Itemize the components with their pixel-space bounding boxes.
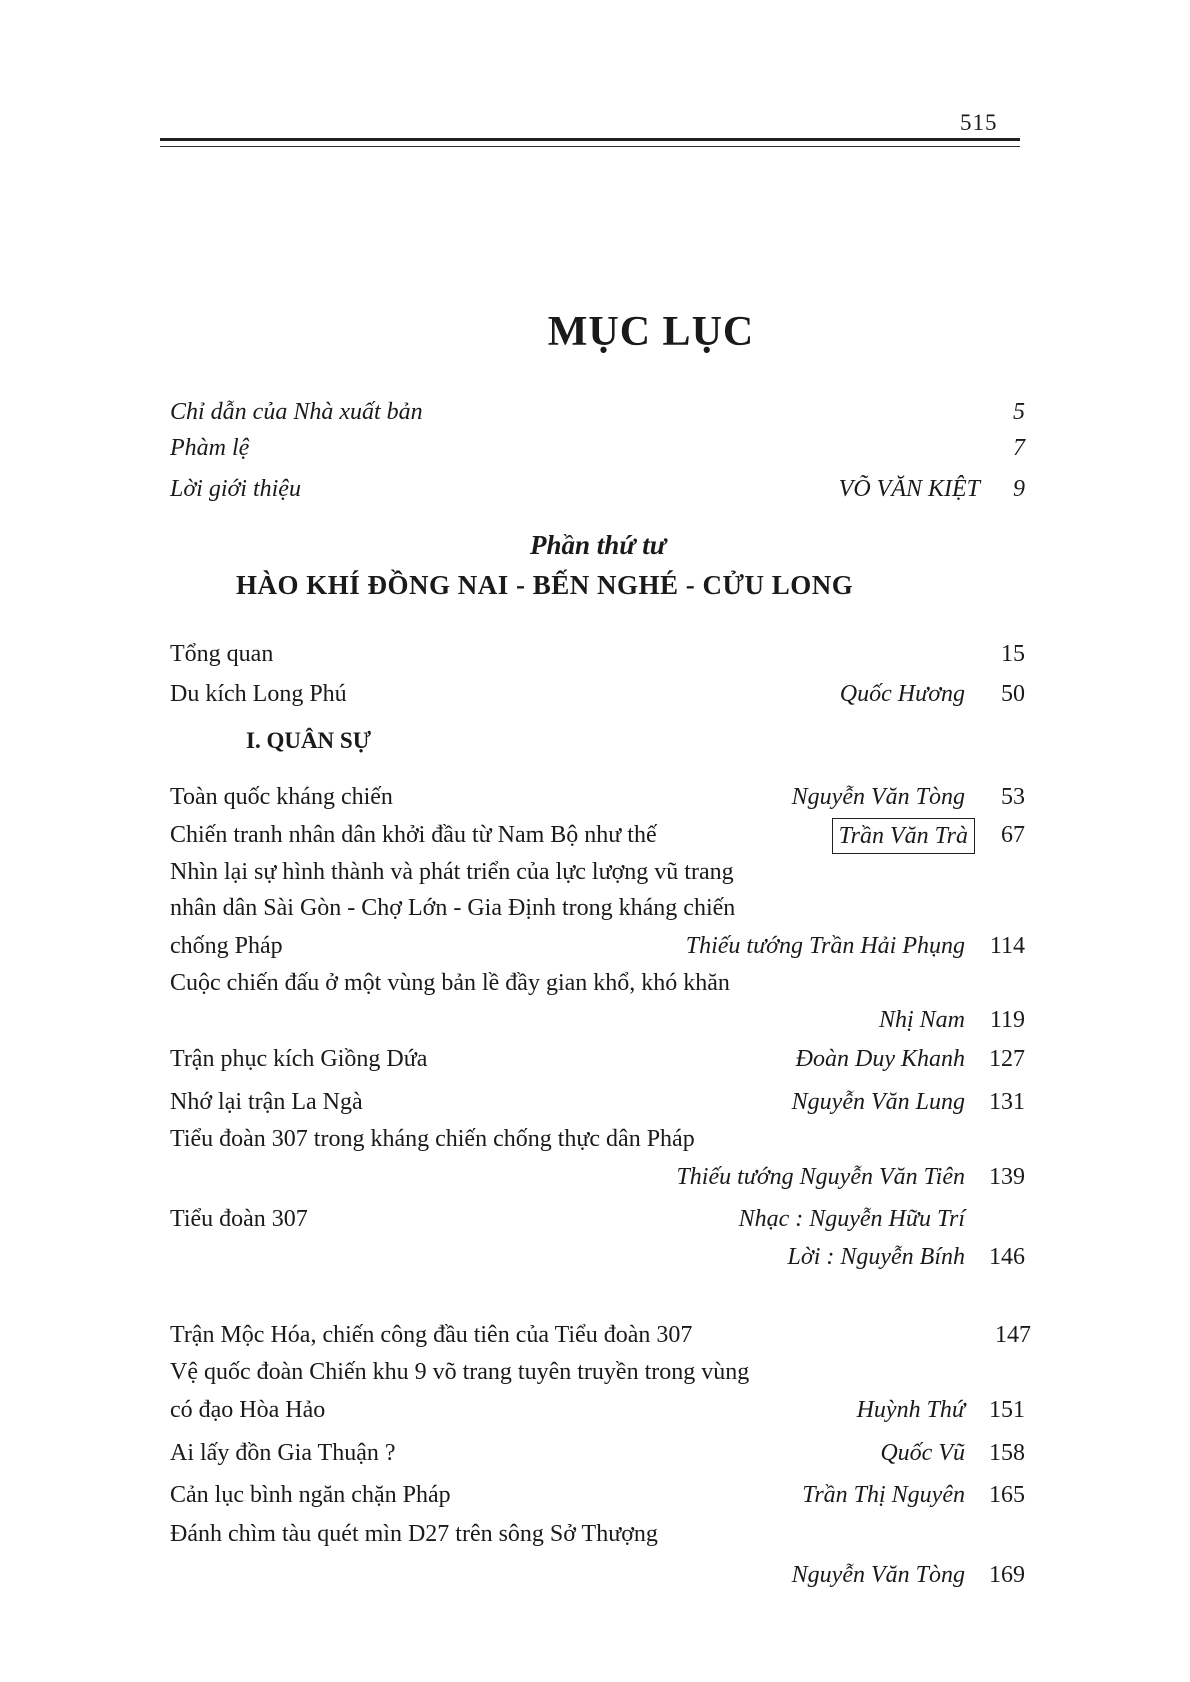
- toc-row: [170, 818, 1025, 852]
- toc-row: [170, 929, 1025, 963]
- toc-entry-title: Trận Mộc Hóa, chiến công đầu tiên của Tiểu đoàn 307: [170, 1322, 693, 1348]
- toc-entry-page: 50: [1001, 681, 1025, 707]
- header-rule-thin: [160, 146, 1020, 147]
- toc-entry-author: Lời : Nguyễn Bính: [787, 1244, 965, 1270]
- toc-entry-title: chống Pháp: [170, 933, 283, 959]
- toc-entry-author: Nhạc : Nguyễn Hữu Trí: [738, 1206, 965, 1232]
- toc-entry-title: Vệ quốc đoàn Chiến khu 9 võ trang tuyên truyền trong vùng: [170, 1359, 750, 1385]
- toc-row: [170, 472, 1025, 506]
- header-rule: [160, 138, 1020, 141]
- section-title: I. QUÂN SỰ: [246, 728, 372, 753]
- toc-entry-title: Cuộc chiến đấu ở một vùng bản lề đầy gian khổ, khó khăn: [170, 970, 730, 996]
- toc-entry-author: Huỳnh Thứ: [856, 1397, 965, 1423]
- toc-row: [170, 855, 1025, 889]
- toc-entry-page: 5: [1013, 399, 1025, 425]
- toc-entry-title: Nhìn lại sự hình thành và phát triển của lực lượng vũ trang: [170, 859, 734, 885]
- toc-entry-page: 15: [1001, 641, 1025, 667]
- toc-row: [170, 1042, 1025, 1076]
- toc-entry-author: Nguyễn Văn Tòng: [791, 784, 965, 810]
- toc-entry-page: 9: [1013, 476, 1025, 502]
- toc-entry-page: 147: [995, 1322, 1031, 1348]
- toc-entry-author: Đoàn Duy Khanh: [795, 1046, 965, 1072]
- toc-entry-author: Nguyễn Văn Tòng: [791, 1562, 965, 1588]
- toc-entry-title: Toàn quốc kháng chiến: [170, 784, 393, 810]
- toc-entry-author: Thiếu tướng Trần Hải Phụng: [685, 933, 965, 959]
- toc-entry-author: VÕ VĂN KIỆT: [838, 476, 980, 502]
- toc-entry-title: Nhớ lại trận La Ngà: [170, 1089, 363, 1115]
- toc-entry-author: Quốc Hương: [839, 681, 965, 707]
- toc-row: [170, 1393, 1025, 1427]
- toc-entry-author: Trần Văn Trà: [832, 818, 975, 854]
- toc-entry-author: Nguyễn Văn Lung: [791, 1089, 965, 1115]
- toc-entry-title: Ai lấy đồn Gia Thuận ?: [170, 1440, 396, 1466]
- toc-entry-author: Nhị Nam: [878, 1007, 965, 1033]
- page-title: MỤC LỤC: [547, 309, 755, 355]
- toc-entry-page: 7: [1013, 435, 1025, 461]
- toc-row: [170, 1517, 1025, 1551]
- toc-entry-title: có đạo Hòa Hảo: [170, 1397, 326, 1423]
- toc-entry-page: 131: [989, 1089, 1025, 1115]
- toc-entry-page: 119: [989, 1007, 1025, 1033]
- toc-entry-title: Đánh chìm tàu quét mìn D27 trên sông Sở Thượng: [170, 1521, 658, 1547]
- toc-entry-title: Du kích Long Phú: [170, 681, 347, 707]
- toc-entry-title: Tổng quan: [170, 641, 274, 667]
- toc-row: [170, 966, 1025, 1000]
- toc-row: [170, 1240, 1025, 1274]
- toc-entry-title: Phàm lệ: [170, 435, 250, 461]
- toc-row: [170, 1003, 1025, 1037]
- toc-entry-title: Tiểu đoàn 307: [170, 1206, 308, 1232]
- toc-entry-page: 67: [1001, 822, 1025, 848]
- toc-entry-page: 114: [989, 933, 1025, 959]
- toc-row: [170, 431, 1025, 465]
- toc-entry-title: Chỉ dẫn của Nhà xuất bản: [170, 399, 423, 425]
- toc-entry-author: Quốc Vũ: [880, 1440, 965, 1466]
- toc-row: [170, 1085, 1025, 1119]
- toc-row: [170, 677, 1025, 711]
- toc-entry-title: Tiểu đoàn 307 trong kháng chiến chống thực dân Pháp: [170, 1126, 695, 1152]
- toc-row: [170, 1436, 1025, 1470]
- toc-entry-author: Trần Thị Nguyên: [802, 1482, 965, 1508]
- toc-row: [170, 1318, 1031, 1352]
- toc-entry-title: Trận phục kích Giồng Dứa: [170, 1046, 428, 1072]
- toc-row: [170, 891, 1025, 925]
- toc-entry-title: nhân dân Sài Gòn - Chợ Lớn - Gia Định trong kháng chiến: [170, 895, 736, 921]
- toc-entry-page: 169: [989, 1562, 1025, 1588]
- toc-entry-title: Chiến tranh nhân dân khởi đầu từ Nam Bộ như thế: [170, 822, 657, 848]
- toc-row: [170, 395, 1025, 429]
- page-number: 515: [960, 110, 998, 135]
- toc-row: [170, 1558, 1025, 1592]
- toc-entry-page: 127: [989, 1046, 1025, 1072]
- toc-entry-page: 151: [989, 1397, 1025, 1423]
- toc-entry-page: 158: [989, 1440, 1025, 1466]
- toc-row: [170, 1202, 1025, 1236]
- part-title: HÀO KHÍ ĐỒNG NAI - BẾN NGHÉ - CỬU LONG: [236, 570, 854, 600]
- part-label: Phần thứ tư: [530, 530, 666, 560]
- toc-row: [170, 1355, 1025, 1389]
- toc-entry-page: 139: [989, 1164, 1025, 1190]
- toc-row: [170, 1478, 1025, 1512]
- toc-row: [170, 1160, 1025, 1194]
- toc-row: [170, 637, 1025, 671]
- toc-entry-author: Thiếu tướng Nguyễn Văn Tiên: [676, 1164, 965, 1190]
- toc-entry-page: 165: [989, 1482, 1025, 1508]
- toc-entry-title: Lời giới thiệu: [170, 476, 301, 502]
- toc-row: [170, 1122, 1025, 1156]
- toc-entry-page: 53: [1001, 784, 1025, 810]
- toc-entry-title: Cản lục bình ngăn chặn Pháp: [170, 1482, 451, 1508]
- toc-entry-page: 146: [989, 1244, 1025, 1270]
- toc-row: [170, 780, 1025, 814]
